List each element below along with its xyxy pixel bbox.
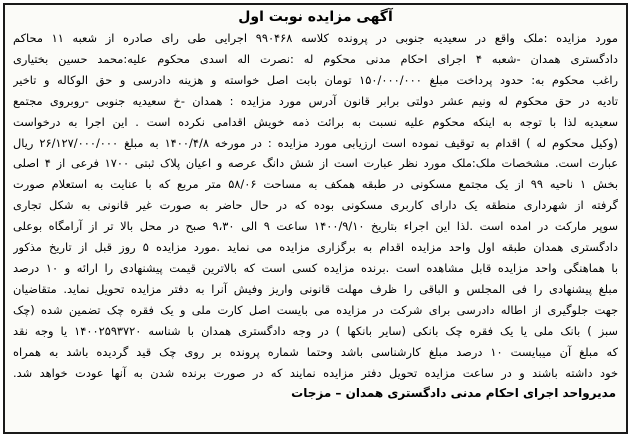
notice-line: دادگستری همدان -شعبه ۴ اجرای احکام مدنی محکوم له :نصرت اله اسدی محکوم علیه:محمد حسین بختیاری <box>13 51 618 66</box>
notice-line: عبارت است. مشخصات ملک:ملک مورد نظر عبارت است از شش دانگ عرصه و اعیان پلاک ثبتی ۱۷۰۰ فرعی از ۴ اصلی <box>13 156 618 171</box>
notice-line: مورد مزایده :ملک واقع در سعیدیه جنوبی در پرونده کلاسه ۹۹۰۴۶۸ اجرایی طی رای صادره از شعبه ۱۱ محاکم <box>13 31 618 45</box>
notice-signature: مدیرواحد اجرای احکام مدنی دادگستری همدان – مزجات <box>291 386 616 401</box>
notice-line: مبلغ پیشنهادی را فی المجلس و الباقی را ظرف مهلت قانونی واریز وفیش آنرا به دفتر مزایده تحویل نماید. متقاضیان <box>13 281 618 296</box>
notice-line: خود داشته باشند و در ساعت مزایده تحویل دفتر مزایده نمایند که در صورت برنده شدن به آنها عودت خواهد شد. <box>13 365 618 380</box>
notice-line: جهت جلوگیری از اطاله دادرسی برای شرکت در مزایده می بایست اصل کارت ملی و یک فقره چک تضمین شده (چک <box>13 302 618 317</box>
auction-notice <box>3 3 628 434</box>
notice-line: سوپر مارکت در امده است .لذا این اجراء بتاریخ ۱۴۰۰/۹/۱۰ ساعت ۹ الی ۹،۳۰ صبح در محل بالا تر از آرامگاه بوعلی <box>13 219 618 234</box>
notice-line: گرفته از شهرداری منطقه یک دارای کاربری مسکونی بوده که در حال حاضر به صورت غیر قانونی به شکل تجاری <box>13 198 618 213</box>
notice-line: که مبلغ آن میبایست ۱۰ درصد مبلغ کارشناسی باشد وحتما شماره پرونده بر روی چک قید گردیده باشد به همراه <box>13 344 618 359</box>
notice-title: آگهی مزایده نوبت اول <box>238 9 393 25</box>
notice-line: بخش ۱ ناحیه ۹۹ از یک مجتمع مسکونی در طبقه همکف به مساحت ۵۸/۰۶ متر مربع که با عنایت به استعلام صورت <box>13 177 618 192</box>
notice-line: سبز ) بانک ملی یا یک فقره چک بانکی (سایر بانکها ) در وجه دادگستری همدان با شناسه ۱۴۰۰۲۵۹۳۷۲۰ یا وجه نقد <box>13 323 618 338</box>
notice-line: (وکیل محکوم له ) اقدام به توقیف نموده است ارزیابی مورد مزایده : در مورخه ۱۴۰۰/۴/۸ به مبلغ ۲۶/۱۲۷/۰۰۰/۰۰۰ ریال <box>13 135 618 150</box>
notice-line: با هماهنگی واحد مزایده قابل مشاهده است .برنده مزایده کسی است که بالاترین قیمت پیشنهادی را ارائه و ۱۰ درصد <box>13 260 618 275</box>
notice-line: دادگستری همدان طبقه اول واحد مزایده اقدام به برگزاری مزایده می نماید .مورد مزایده ۵ روز قبل از تاریخ مذکور <box>13 240 618 255</box>
notice-line: سعیدیه لذا با توجه به اینکه محکوم علیه نسبت به برائت ذمه خویش اقدامی نکرده است . این اجرا به درخواست <box>13 114 618 129</box>
notice-line: راغب محکوم به: حدود پرداخت مبلغ ۱۵۰/۰۰۰/۰۰۰ تومان بابت اصل خواسته و هزینه دادرسی و حق الوکاله و تاخیر <box>13 72 618 87</box>
notice-line: تادیه در حق محکوم له ونیم عشر دولتی برابر قانون آدرس مورد مزایده : همدان -خ سعیدیه جنوبی -روبروی مجتمع <box>13 93 618 108</box>
notice-body <box>5 28 626 383</box>
